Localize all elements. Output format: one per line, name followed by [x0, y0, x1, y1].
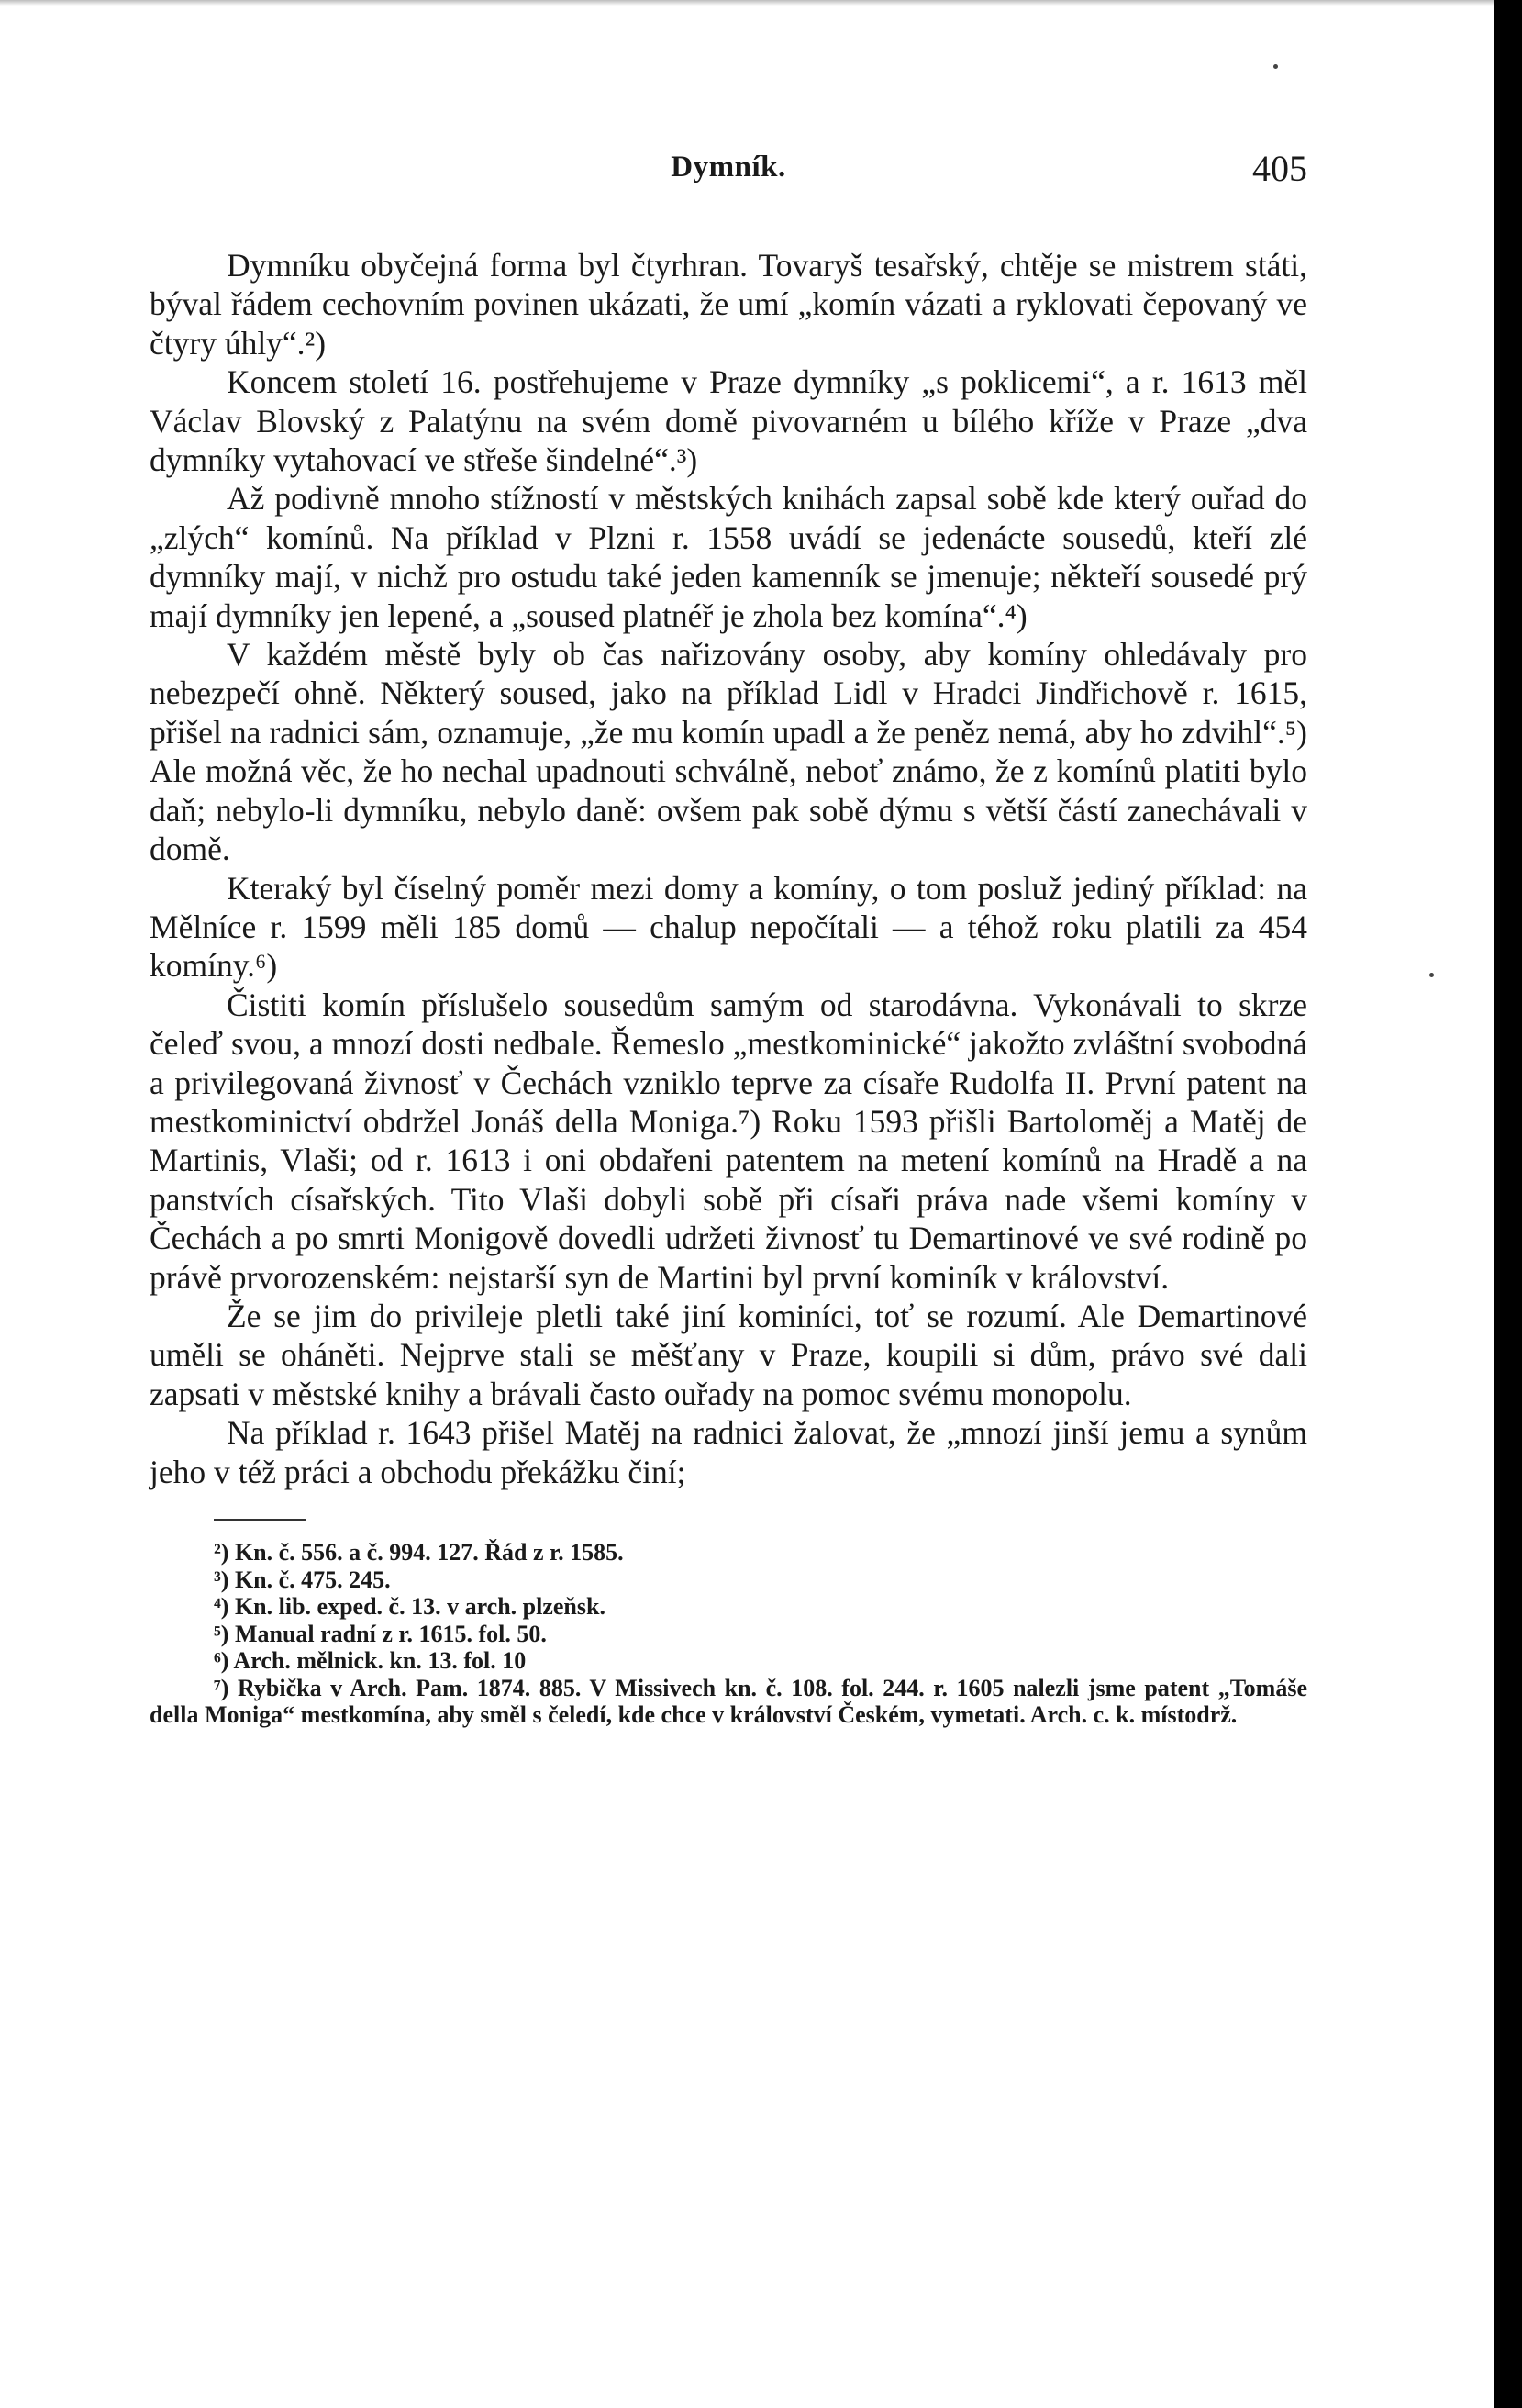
running-header: [150, 128, 1307, 193]
footnote: ⁶) Arch. mělnick. kn. 13. fol. 10: [214, 1647, 527, 1674]
paragraph: Na příklad r. 1643 přišel Matěj na radnici žalovat, že „mnozí jinší jemu a synům jeho v též práci a obchodu překážku činí;: [150, 1414, 1307, 1490]
paragraph: V každém městě byly ob čas nařizovány osoby, aby komíny ohledávaly pro nebezpečí ohně. Některý soused, jako na příklad Lidl v Hradci Jindřichově r. 1615, přišel na radnici sám, oznamuje, „že mu komín upadl a že peněz nemá, aby ho zdvihl“.⁵) Ale možná věc, že ho nechal upadnouti schválně, neboť známo, že z komínů platiti bylo daň; nebylo-li dymníku, nebylo daně: ovšem pak sobě dýmu s větší částí zanechávali v domě.: [150, 636, 1307, 868]
paragraph: Dymníku obyčejná forma byl čtyrhran. Tovaryš tesařský, chtěje se mistrem státi, býval řádem cechovním povinen ukázati, že umí „komín vázati a ryklovati čepovaný ve čtyry úhly“.²): [150, 247, 1307, 362]
footnotes: [150, 1519, 1307, 1729]
paragraph: Čistiti komín příslušelo sousedům samým od starodávna. Vykonávali to skrze čeleď svou, a mnozí dosti nedbale. Řemeslo „mestkominické“ jakožto zvláštní svobodná a privilegovaná živnosť v Čechách vzniklo teprve za císaře Rudolfa II. První patent na mestkominictví obdržel Jonáš della Moniga.⁷) Roku 1593 přišli Bartoloměj a Matěj de Martinis, Vlaši; od r. 1613 i oni obdařeni patentem na metení komínů na Hradě a na panstvích císařských. Tito Vlaši dobyli sobě při císaři práva nade všemi komíny v Čechách a po smrti Monigově dovedli udržeti živnosť tu Demartinové ve své rodině po právě prvorozenském: nejstarší syn de Martini byl první kominík v království.: [150, 986, 1307, 1296]
scan-top-edge: [0, 0, 1522, 6]
scan-right-edge: [1494, 0, 1522, 2408]
footnote: ⁴) Kn. lib. exped. č. 13. v arch. plzeňsk.: [214, 1593, 605, 1620]
chapter-title: Dymník.: [671, 150, 786, 184]
footnote: ⁵) Manual radní z r. 1615. fol. 50.: [214, 1620, 547, 1647]
footnote: ³) Kn. č. 475. 245.: [214, 1566, 391, 1593]
paragraph: Kteraký byl číselný poměr mezi domy a komíny, o tom posluž jediný příklad: na Mělníce r. 1599 měli 185 domů — chalup nepočítali — a téhož roku platili za 454 komíny.⁶): [150, 869, 1307, 985]
footnote: ²) Kn. č. 556. a č. 994. 127. Řád z r. 1585.: [214, 1539, 624, 1566]
paragraph: Až podivně mnoho stížností v městských knihách zapsal sobě kde který ouřad do „zlých“ komínů. Na příklad v Plzni r. 1558 uvádí se jedenácte sousedů, kteří zlé dymníky mají, v nichž pro ostudu také jeden kamenník se jmenuje; někteří sousedé prý mají dymníky jen lepené, a „soused platnéř je zhola bez komína“.⁴): [150, 480, 1307, 634]
paragraph: Že se jim do privileje pletli také jiní kominíci, toť se rozumí. Ale Demartinové uměli se oháněti. Nejprve stali se měšťany v Praze, koupili si dům, právo své dali zapsati v městské knihy a brávali často ouřady na pomoc svému monopolu.: [150, 1297, 1307, 1412]
book-page: [150, 128, 1307, 1729]
page-number: 405: [1252, 148, 1307, 189]
body-text: [150, 246, 1307, 1491]
paragraph: Koncem století 16. postřehujeme v Praze dymníky „s poklicemi“, a r. 1613 měl Václav Blovský z Palatýnu na svém domě pivovarném u bílého kříže v Praze „dva dymníky vytahovací ve střeše šindelné“.³): [150, 363, 1307, 479]
footnote: ⁷) Rybička v Arch. Pam. 1874. 885. V Missivech kn. č. 108. fol. 244. r. 1605 nalezli jsme patent „Tomáše della Moniga“ mestkomína, aby směl s čeledí, kde chce v království Českém, vymetati. Arch. c. k. místodrž.: [150, 1674, 1307, 1728]
footnote-rule: [214, 1519, 306, 1521]
